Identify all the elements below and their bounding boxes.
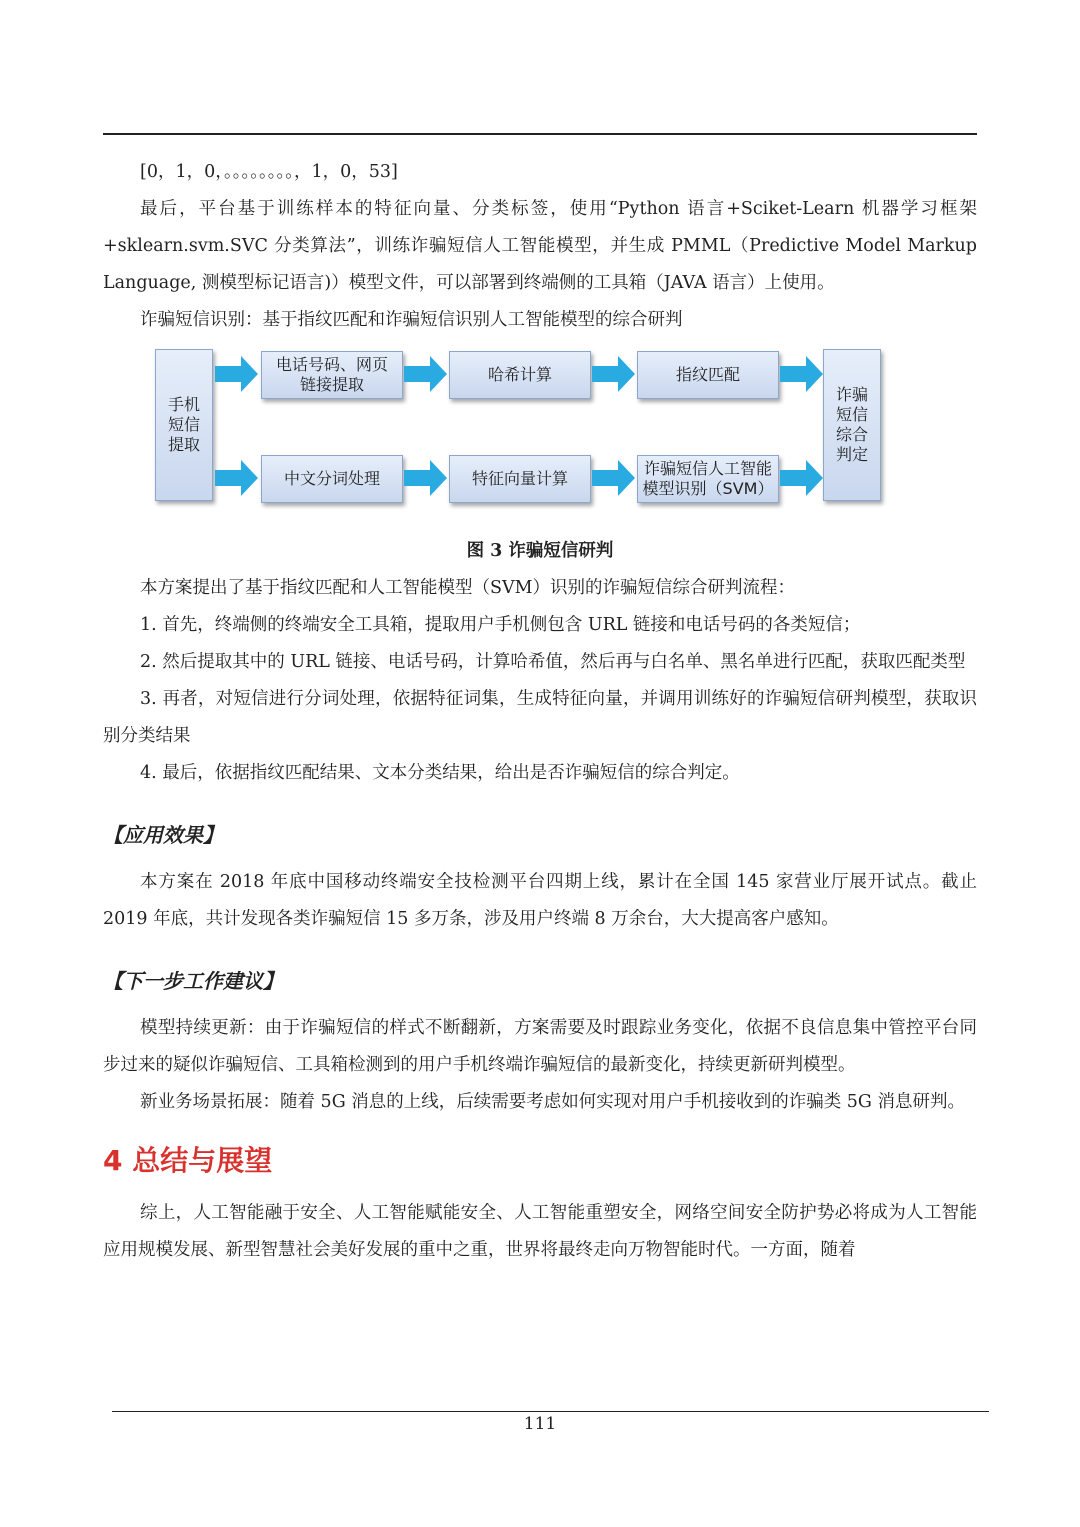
chapter-title: 4 总结与展望 xyxy=(103,1144,273,1177)
identification-intro: 诈骗短信识别：基于指纹匹配和诈骗短信识别人工智能模型的综合研判 xyxy=(140,310,683,330)
process-step-3: 3. 再者，对短信进行分词处理，依据特征词集，生成特征向量，并调用训练好的诈骗短信研判模型，获取识别分类结果 xyxy=(103,689,977,746)
process-step-4: 4. 最后，依据指纹匹配结果、文本分类结果，给出是否诈骗短信的综合判定。 xyxy=(140,763,740,783)
page-number: 111 xyxy=(523,1414,557,1434)
process-intro: 本方案提出了基于指纹匹配和人工智能模型（SVM）识别的诈骗短信综合研判流程： xyxy=(140,578,796,598)
effect-paragraph: 本方案在 2018 年底中国移动终端安全技检测平台四期上线，累计在全国 145 家营业厅展开试点。截止 2019 年底，共计发现各类诈骗短信 15 多万条，涉及用户终端 8 万余台，大大提高客户感知。 xyxy=(103,872,977,929)
box-segmentation-label: 中文分词处理 xyxy=(283,469,380,488)
summary-paragraph: 综上，人工智能融于安全、人工智能赋能安全、人工智能重塑安全，网络空间安全防护势必将成为人工智能应用规模发展、新型智慧社会美好发展的重中之重，世界将最终走向万物智能时代。一方面，随着 xyxy=(103,1203,977,1260)
box-feature-vector xyxy=(449,455,591,503)
arrow-right-icon xyxy=(404,459,448,497)
box-fingerprint-match xyxy=(637,351,779,399)
arrow-right-icon xyxy=(592,459,636,497)
training-paragraph: 最后，平台基于训练样本的特征向量、分类标签，使用“Python 语言+Sciket-Learn 机器学习框架+sklearn.svm.SVC 分类算法”，训练诈骗短信人工智能模型，并生成 PMML（Predictive Model Markup Language, 测模型标记语言)）模型文件，可以部署到终端侧的工具箱（JAVA 语言）上使用。 xyxy=(103,199,977,293)
figure-caption: 图 3 诈骗短信研判 xyxy=(466,541,614,561)
box-sms-extract xyxy=(155,349,213,501)
arrow-right-icon xyxy=(780,459,824,497)
box-sms-extract-label: 手机短信提取 xyxy=(167,395,200,454)
box-svm-model-label: 诈骗短信人工智能模型识别（SVM） xyxy=(642,459,774,498)
box-svm-model xyxy=(637,455,779,503)
box-phone-url-extract-label: 电话号码、网页链接提取 xyxy=(275,355,388,394)
box-hash-calc xyxy=(449,351,591,399)
box-hash-calc-label: 哈希计算 xyxy=(487,365,552,384)
box-feature-vector-label: 特征向量计算 xyxy=(471,469,568,488)
arrow-right-icon xyxy=(215,355,259,393)
process-step-1: 1. 首先，终端侧的终端安全工具箱，提取用户手机侧包含 URL 链接和电话号码的各类短信； xyxy=(140,615,861,635)
arrow-right-icon xyxy=(404,355,448,393)
section-title-next-steps: 【下一步工作建议】 xyxy=(103,969,283,993)
box-final-judgement xyxy=(823,349,881,501)
box-phone-url-extract xyxy=(261,351,403,399)
footer-rule xyxy=(112,1411,989,1412)
arrow-right-icon xyxy=(780,355,824,393)
arrow-right-icon xyxy=(215,459,259,497)
header-rule xyxy=(103,133,977,135)
section-title-effect: 【应用效果】 xyxy=(103,823,223,847)
fraud-sms-flow-diagram xyxy=(103,343,977,531)
page-content xyxy=(103,154,977,1269)
arrow-right-icon xyxy=(592,355,636,393)
box-fingerprint-match-label: 指纹匹配 xyxy=(675,365,740,384)
next-steps-5g: 新业务场景拓展：随着 5G 消息的上线，后续需要考虑如何实现对用户手机接收到的诈骗类 5G 消息研判。 xyxy=(140,1092,965,1112)
box-segmentation xyxy=(261,455,403,503)
next-steps-model-update: 模型持续更新：由于诈骗短信的样式不断翻新，方案需要及时跟踪业务变化，依据不良信息集中管控平台同步过来的疑似诈骗短信、工具箱检测到的用户手机终端诈骗短信的最新变化，持续更新研判模型。 xyxy=(103,1018,977,1075)
process-step-2: 2. 然后提取其中的 URL 链接、电话号码，计算哈希值，然后再与白名单、黑名单进行匹配，获取匹配类型 xyxy=(140,652,966,672)
vector-example: [0，1，0，。。。。。。。。，1，0，53] xyxy=(140,162,398,182)
box-final-judgement-label: 诈骗短信综合判定 xyxy=(835,385,868,464)
